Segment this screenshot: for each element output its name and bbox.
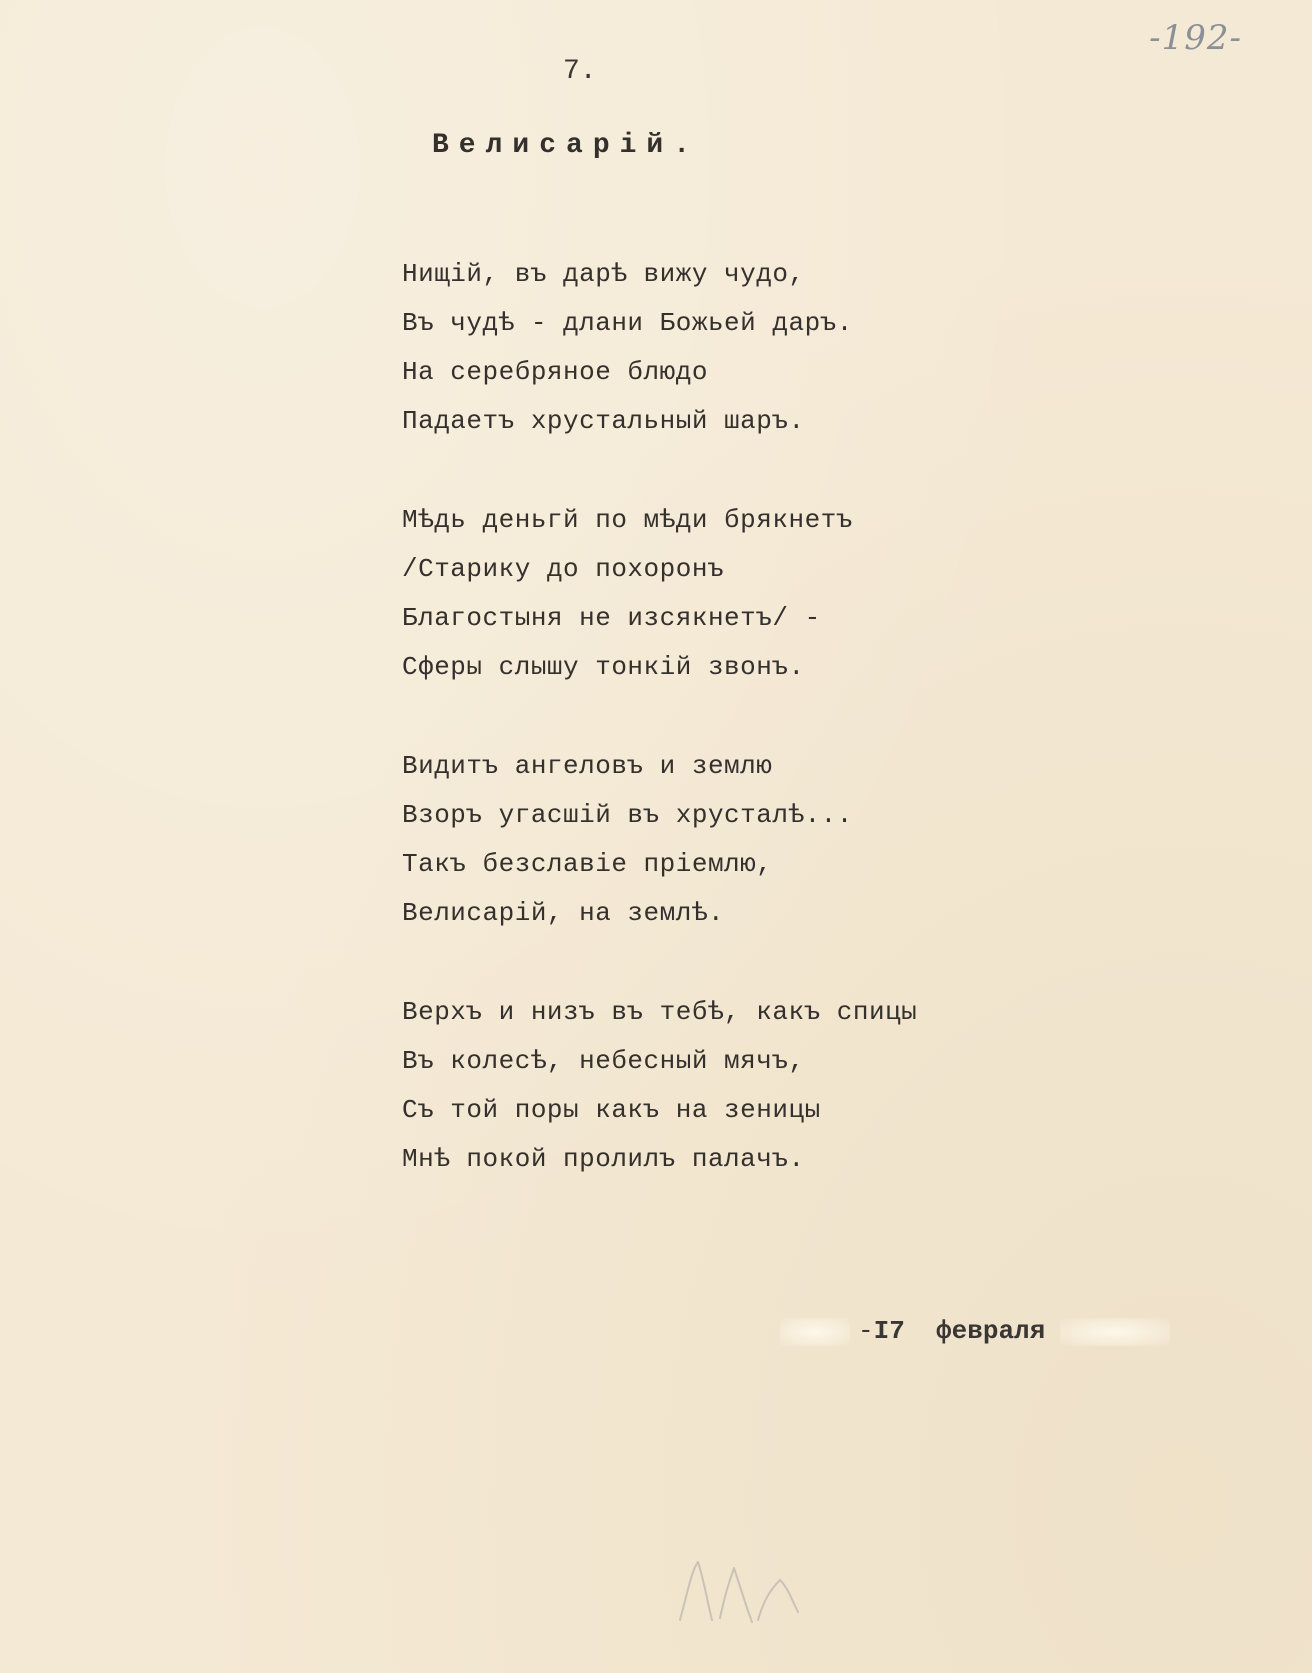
poem-line: Велисарiй, на землѣ. <box>402 898 725 928</box>
poem-line: Взоръ угасшiй въ хрусталѣ... <box>402 800 853 830</box>
stanza-2 <box>402 496 917 692</box>
poem-line: Видитъ ангеловъ и землю <box>402 751 773 781</box>
poem-line: На серебряное блюдо <box>402 357 708 387</box>
erased-text-smudge <box>1060 1318 1170 1346</box>
date-month: февраля <box>936 1316 1046 1346</box>
stanza-1 <box>402 250 917 446</box>
poem-body <box>402 250 917 1234</box>
poem-line: Верхъ и низъ въ тебѣ, какъ спицы <box>402 997 918 1027</box>
poem-line: Благостыня не изсякнетъ/ - <box>402 603 821 633</box>
date-day: I7 <box>873 1316 905 1346</box>
date-line <box>858 1316 1045 1346</box>
date-dash: - <box>858 1316 874 1346</box>
poem-title: Велисарiй. <box>432 130 701 161</box>
pencil-annotation <box>670 1550 810 1630</box>
poem-line: Нищiй, въ дарѣ вижу чудо, <box>402 259 805 289</box>
stanza-3 <box>402 742 917 938</box>
poem-line: /Старику до похоронъ <box>402 554 725 584</box>
poem-line: Съ той поры какъ на зеницы <box>402 1095 821 1125</box>
erased-text-smudge <box>780 1318 850 1346</box>
stanza-4 <box>402 988 917 1184</box>
poem-line: Такъ безславiе прiемлю, <box>402 849 773 879</box>
poem-line: Падаетъ хрустальный шаръ. <box>402 406 805 436</box>
poem-line: Мнѣ покой пролилъ палачъ. <box>402 1144 805 1174</box>
archive-page-number: -192- <box>1149 18 1242 58</box>
poem-line: Мѣдь деньгй по мѣди брякнетъ <box>402 505 853 535</box>
poem-line: Въ колесѣ, небесный мячъ, <box>402 1046 805 1076</box>
poem-line: Въ чудѣ - длани Божьей даръ. <box>402 308 853 338</box>
page-number: 7. <box>563 56 597 87</box>
poem-line: Сферы слышу тонкiй звонъ. <box>402 652 805 682</box>
